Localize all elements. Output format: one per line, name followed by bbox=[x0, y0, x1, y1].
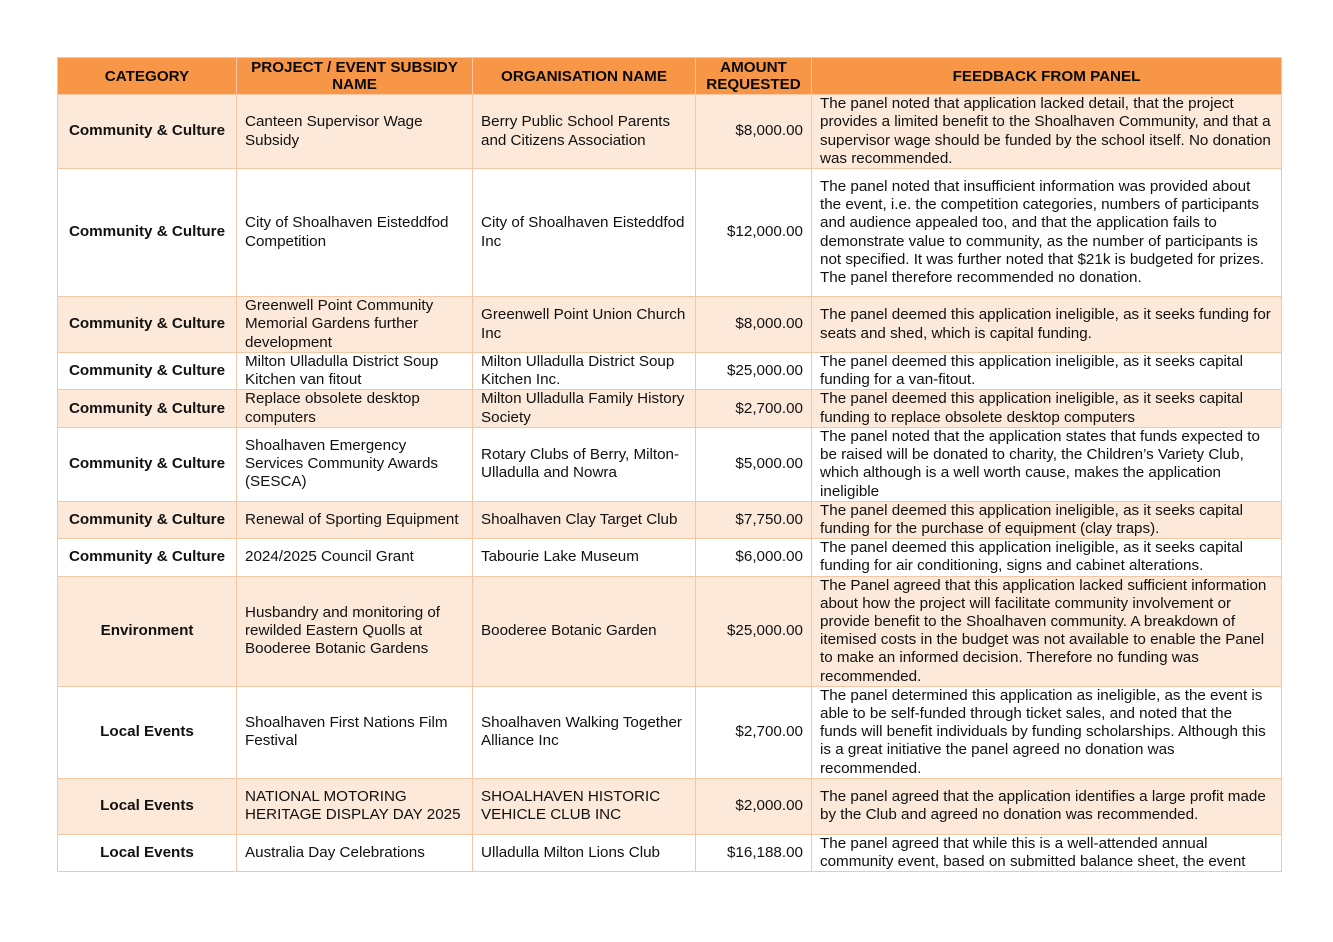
table-row bbox=[58, 427, 1282, 501]
project-cell: City of Shoalhaven Eisteddfod Competition bbox=[237, 169, 473, 297]
document-page bbox=[57, 57, 1281, 872]
category-cell: Local Events bbox=[58, 686, 237, 778]
header-category: CATEGORY bbox=[58, 58, 237, 95]
category-cell: Community & Culture bbox=[58, 427, 237, 501]
header-project: PROJECT / EVENT SUBSIDY NAME bbox=[237, 58, 473, 95]
amount-cell: $25,000.00 bbox=[696, 353, 812, 390]
project-cell: Husbandry and monitoring of rewilded Eastern Quolls at Booderee Botanic Gardens bbox=[237, 576, 473, 686]
amount-cell: $8,000.00 bbox=[696, 297, 812, 353]
category-cell: Community & Culture bbox=[58, 297, 237, 353]
amount-cell: $2,700.00 bbox=[696, 390, 812, 427]
category-cell: Community & Culture bbox=[58, 353, 237, 390]
header-organisation: ORGANISATION NAME bbox=[473, 58, 696, 95]
feedback-cell: The panel agreed that the application identifies a large profit made by the Club and agreed no donation was recommended. bbox=[812, 778, 1282, 834]
feedback-cell: The panel noted that application lacked detail, that the project provides a limited benefit to the Shoalhaven Community, and that a supervisor wage should be funded by the school itself. No donation was recommended. bbox=[812, 95, 1282, 169]
table-row bbox=[58, 297, 1282, 353]
amount-cell: $12,000.00 bbox=[696, 169, 812, 297]
amount-cell: $2,000.00 bbox=[696, 778, 812, 834]
project-cell: NATIONAL MOTORING HERITAGE DISPLAY DAY 2025 bbox=[237, 778, 473, 834]
subsidy-feedback-table bbox=[57, 57, 1282, 872]
category-cell: Community & Culture bbox=[58, 95, 237, 169]
project-cell: Canteen Supervisor Wage Subsidy bbox=[237, 95, 473, 169]
organisation-cell: Rotary Clubs of Berry, Milton-Ulladulla and Nowra bbox=[473, 427, 696, 501]
table-header bbox=[58, 58, 1282, 95]
project-cell: Shoalhaven Emergency Services Community Awards (SESCA) bbox=[237, 427, 473, 501]
amount-cell: $8,000.00 bbox=[696, 95, 812, 169]
header-row bbox=[58, 58, 1282, 95]
category-cell: Local Events bbox=[58, 778, 237, 834]
table-row bbox=[58, 539, 1282, 576]
amount-cell: $5,000.00 bbox=[696, 427, 812, 501]
table-row bbox=[58, 353, 1282, 390]
project-cell: Renewal of Sporting Equipment bbox=[237, 501, 473, 538]
project-cell: Australia Day Celebrations bbox=[237, 834, 473, 871]
feedback-cell: The Panel agreed that this application lacked sufficient information about how the project will facilitate community involvement or provide benefit to the Shoalhaven community. A breakdown of itemised costs in the budget was not available to enable the Panel to make an informed decision. Therefore no funding was recommended. bbox=[812, 576, 1282, 686]
amount-cell: $6,000.00 bbox=[696, 539, 812, 576]
amount-cell: $2,700.00 bbox=[696, 686, 812, 778]
organisation-cell: Greenwell Point Union Church Inc bbox=[473, 297, 696, 353]
amount-cell: $7,750.00 bbox=[696, 501, 812, 538]
amount-cell: $25,000.00 bbox=[696, 576, 812, 686]
table-row bbox=[58, 95, 1282, 169]
organisation-cell: City of Shoalhaven Eisteddfod Inc bbox=[473, 169, 696, 297]
header-feedback: FEEDBACK FROM PANEL bbox=[812, 58, 1282, 95]
feedback-cell: The panel deemed this application ineligible, as it seeks capital funding for air conditioning, signs and cabinet alterations. bbox=[812, 539, 1282, 576]
table-row bbox=[58, 778, 1282, 834]
project-cell: Shoalhaven First Nations Film Festival bbox=[237, 686, 473, 778]
organisation-cell: Shoalhaven Clay Target Club bbox=[473, 501, 696, 538]
organisation-cell: Tabourie Lake Museum bbox=[473, 539, 696, 576]
table-row bbox=[58, 169, 1282, 297]
feedback-cell: The panel agreed that while this is a well-attended annual community event, based on submitted balance sheet, the event bbox=[812, 834, 1282, 871]
table-row bbox=[58, 834, 1282, 871]
organisation-cell: SHOALHAVEN HISTORIC VEHICLE CLUB INC bbox=[473, 778, 696, 834]
table-row bbox=[58, 686, 1282, 778]
category-cell: Community & Culture bbox=[58, 501, 237, 538]
feedback-cell: The panel noted that insufficient information was provided about the event, i.e. the competition categories, numbers of participants and audience appealed too, and that the application fails to demonstrate value to community, as the number of participants is not specified. It was further noted that $21k is budgeted for prizes. The panel therefore recommended no donation. bbox=[812, 169, 1282, 297]
organisation-cell: Berry Public School Parents and Citizens Association bbox=[473, 95, 696, 169]
table-row bbox=[58, 501, 1282, 538]
amount-cell: $16,188.00 bbox=[696, 834, 812, 871]
feedback-cell: The panel noted that the application states that funds expected to be raised will be donated to charity, the Children’s Variety Club, which although is a well worth cause, makes the application ineligible bbox=[812, 427, 1282, 501]
feedback-cell: The panel deemed this application ineligible, as it seeks capital funding to replace obsolete desktop computers bbox=[812, 390, 1282, 427]
organisation-cell: Shoalhaven Walking Together Alliance Inc bbox=[473, 686, 696, 778]
category-cell: Community & Culture bbox=[58, 390, 237, 427]
table-row bbox=[58, 576, 1282, 686]
project-cell: 2024/2025 Council Grant bbox=[237, 539, 473, 576]
table-body bbox=[58, 95, 1282, 872]
header-amount: AMOUNT REQUESTED bbox=[696, 58, 812, 95]
table-row bbox=[58, 390, 1282, 427]
organisation-cell: Milton Ulladulla District Soup Kitchen Inc. bbox=[473, 353, 696, 390]
category-cell: Environment bbox=[58, 576, 237, 686]
category-cell: Local Events bbox=[58, 834, 237, 871]
project-cell: Milton Ulladulla District Soup Kitchen van fitout bbox=[237, 353, 473, 390]
project-cell: Replace obsolete desktop computers bbox=[237, 390, 473, 427]
feedback-cell: The panel deemed this application ineligible, as it seeks capital funding for the purchase of equipment (clay traps). bbox=[812, 501, 1282, 538]
feedback-cell: The panel deemed this application ineligible, as it seeks capital funding for a van-fitout. bbox=[812, 353, 1282, 390]
feedback-cell: The panel deemed this application ineligible, as it seeks funding for seats and shed, which is capital funding. bbox=[812, 297, 1282, 353]
organisation-cell: Ulladulla Milton Lions Club bbox=[473, 834, 696, 871]
feedback-cell: The panel determined this application as ineligible, as the event is able to be self-funded through ticket sales, and noted that the funds will benefit individuals by funding scholarships. Although this is a great initiative the panel agreed no donation was recommended. bbox=[812, 686, 1282, 778]
organisation-cell: Booderee Botanic Garden bbox=[473, 576, 696, 686]
category-cell: Community & Culture bbox=[58, 539, 237, 576]
category-cell: Community & Culture bbox=[58, 169, 237, 297]
project-cell: Greenwell Point Community Memorial Gardens further development bbox=[237, 297, 473, 353]
organisation-cell: Milton Ulladulla Family History Society bbox=[473, 390, 696, 427]
